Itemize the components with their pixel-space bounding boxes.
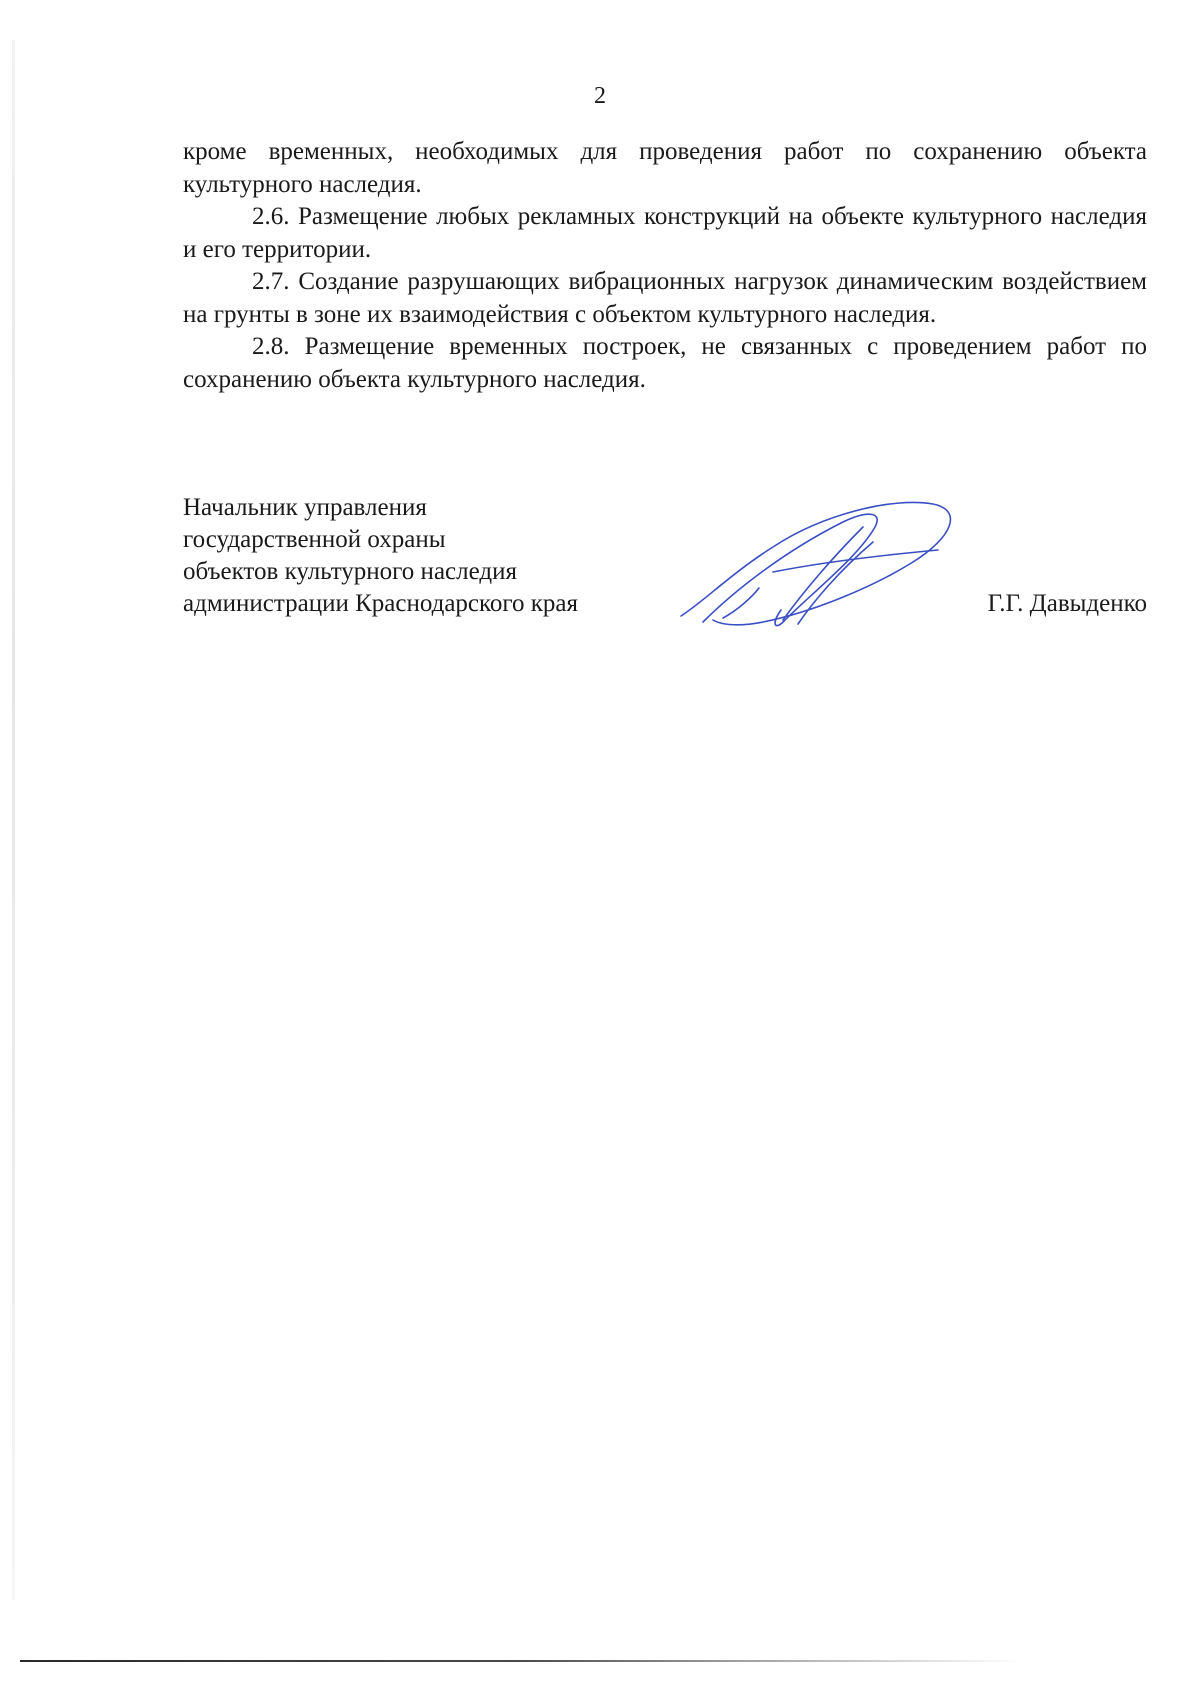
paragraph-2-6: 2.6. Размещение любых рекламных конструкций на объекте культурного наследия и его территории. (183, 203, 1147, 263)
signer-position-line: государственной охраны (183, 526, 446, 553)
handwritten-signature (663, 492, 983, 642)
scan-left-edge (12, 40, 15, 1600)
paragraph-2-7: 2.7. Создание разрушающих вибрационных нагрузок динамическим воздействием на грунты в зоне их взаимодействия с объектом культурного наследия. (183, 268, 1147, 328)
scan-bottom-edge (20, 1660, 1020, 1662)
signature-block (183, 492, 1147, 632)
paragraph-continuation: кроме временных, необходимых для проведения работ по сохранению объекта культурного наследия. (183, 138, 1147, 198)
paragraph-2-8: 2.8. Размещение временных построек, не связанных с проведением работ по сохранению объекта культурного наследия. (183, 333, 1147, 393)
document-body (183, 136, 1147, 396)
signer-position-line: администрации Краснодарского края (183, 590, 579, 617)
signer-name: Г.Г. Давыденко (987, 590, 1147, 617)
signer-position-line: объектов культурного наследия (183, 558, 517, 585)
signer-position-line: Начальник управления (183, 494, 427, 521)
page-number: 2 (594, 83, 606, 109)
